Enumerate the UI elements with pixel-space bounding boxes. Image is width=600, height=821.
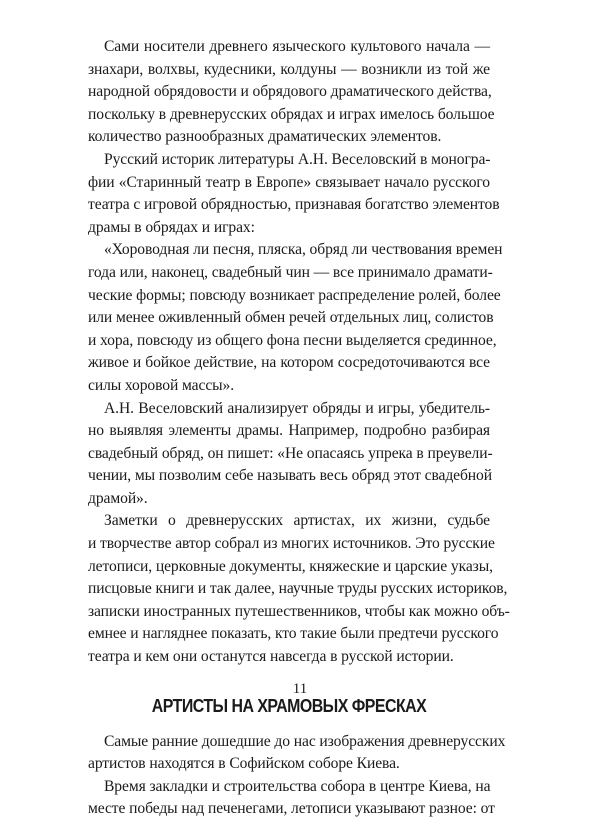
text-line: театра с игровой обрядностью, признавая богатство элементов	[88, 196, 500, 214]
text-line: Сами носители древнего языческого культового начала —	[104, 38, 490, 55]
paragraph	[88, 731, 506, 776]
text-line: емнее и нагляднее показать, кто такие были предтечи русского	[88, 625, 499, 643]
text-line: Заметки о древнерусских артистах, их жизни, судьбе	[104, 512, 490, 530]
text-line: месте победы над печенегами, летописи указывают разное: от	[88, 800, 495, 818]
paragraph	[88, 776, 495, 821]
paragraph	[88, 36, 495, 149]
text-line: «Хороводная ли песня, пляска, обряд ли чествования времен	[104, 241, 503, 259]
text-line: количество разнообразных драматических элементов.	[88, 128, 442, 146]
text-line: Русский историк литературы А.Н. Веселовский в моногра-	[104, 150, 491, 168]
text-line: писцовые книги и так далее, научные труды русских историков,	[88, 580, 508, 598]
section-heading: АРТИСТЫ НА ХРАМОВЫХ ФРЕСКАХ	[151, 694, 427, 716]
text-line: записки иностранных путешественников, чтобы как можно объ-	[88, 602, 510, 620]
page-number: 11	[292, 681, 308, 697]
page-body	[88, 36, 510, 821]
text-line: знахари, волхвы, кудесники, колдуны — возникли из той же	[88, 60, 490, 78]
paragraph	[88, 149, 500, 239]
paragraph	[88, 239, 503, 397]
text-line: ческие формы; повсюду возникает распределение ролей, более	[88, 286, 501, 304]
text-line: или менее оживленный обмен речей отдельных лиц, солистов	[88, 309, 494, 327]
text-line: летописи, церковные документы, княжеские и царские указы,	[88, 557, 493, 575]
text-line: и хора, повсюду из общего фона песни выделяется срединное,	[88, 331, 497, 349]
text-line: силы хоровой массы».	[88, 376, 235, 394]
text-line: поскольку в древнерусских обрядах и играх имелось большое	[88, 105, 495, 123]
text-line: А.Н. Веселовский анализирует обряды и игры, убедитель-	[104, 399, 490, 417]
text-line: народной обрядовости и обрядового драматического действа,	[88, 83, 492, 101]
text-line: фии «Старинный театр в Европе» связывает начало русского	[88, 173, 490, 191]
paragraph	[88, 398, 493, 511]
text-line: свадебный обряд, он пишет: «Не опасаясь упрека в преувели-	[88, 444, 493, 462]
text-line: артистов находятся в Софийском соборе Киева.	[88, 755, 400, 773]
paragraph	[88, 510, 510, 668]
text-block-after-heading	[88, 731, 506, 821]
text-line: Время закладки и строительства собора в центре Киева, на	[104, 777, 491, 795]
text-line: театра и кем они останутся навсегда в русской истории.	[88, 648, 454, 666]
text-line: и творчестве автор собрал из многих источников. Это русские	[88, 535, 495, 553]
text-line: чении, мы позволим себе называть весь обряд этот свадебной	[88, 467, 492, 485]
text-line: живое и бойкое действие, на котором сосредоточиваются все	[88, 354, 490, 372]
text-line: Самые ранние дошедшие до нас изображения древнерусских	[104, 732, 506, 750]
text-line: драмы в обрядах и играх:	[88, 218, 255, 236]
text-block-before-heading	[88, 36, 510, 669]
text-line: драмой».	[88, 489, 148, 507]
text-line: года или, наконец, свадебный чин — все принимало драмати-	[88, 263, 493, 281]
text-line: но выявляя элементы драмы. Например, подробно разбирая	[88, 422, 490, 440]
